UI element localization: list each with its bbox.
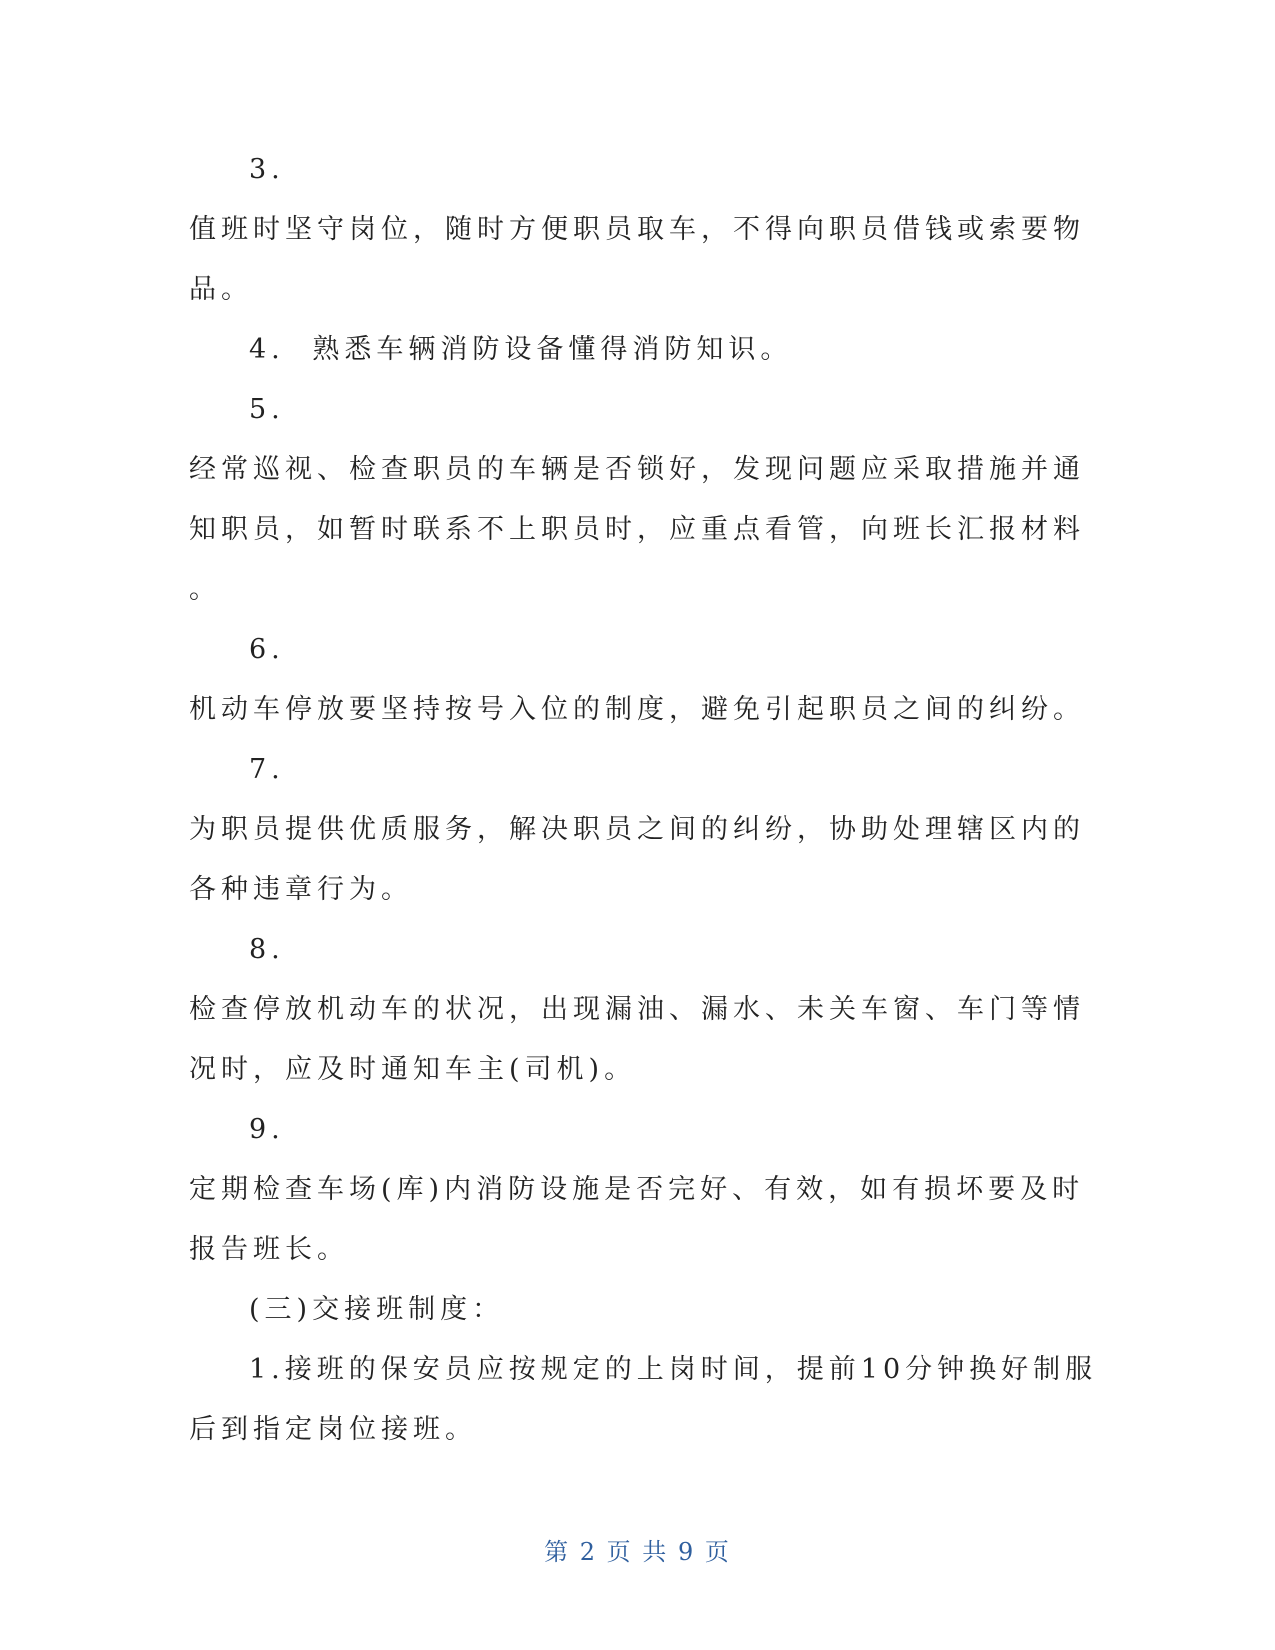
item-6-line-1: 机动车停放要坚持按号入位的制度，避免引起职员之间的纠纷。 [189, 694, 1085, 725]
item-4-text: 熟悉车辆消防设备懂得消防知识。 [312, 334, 793, 365]
item-8-line-1: 检查停放机动车的状况，出现漏油、漏水、未关车窗、车门等情 [189, 994, 1085, 1025]
item-number-7: 7. [249, 754, 285, 785]
item-3-line-2: 品。 [189, 274, 253, 305]
item-5-line-2: 知职员，如暂时联系不上职员时，应重点看管，向班长汇报材料 [189, 514, 1085, 545]
item-9-line-1: 定期检查车场(库)内消防设施是否完好、有效，如有损坏要及时 [189, 1174, 1085, 1205]
document-body [189, 140, 1098, 1460]
item-3-line-1: 值班时坚守岗位，随时方便职员取车，不得向职员借钱或索要物 [189, 214, 1085, 245]
item-number-8: 8. [249, 934, 285, 965]
item-7-line-2: 各种违章行为。 [189, 874, 413, 905]
item-5-line-1: 经常巡视、检查职员的车辆是否锁好，发现问题应采取措施并通 [189, 454, 1085, 485]
page-footer: 第 2 页 共 9 页 [544, 1538, 731, 1566]
section-heading: (三)交接班制度： [249, 1294, 505, 1325]
item-8-line-2: 况时，应及时通知车主(司机)。 [189, 1054, 637, 1085]
item-number-4: 4. [249, 334, 285, 365]
section-item-1-line-1: 1.接班的保安员应按规定的上岗时间，提前10分钟换好制服 [249, 1354, 1098, 1385]
item-7-line-1: 为职员提供优质服务，解决职员之间的纠纷，协助处理辖区内的 [189, 814, 1085, 845]
item-number-3: 3. [249, 154, 285, 185]
item-5-line-3: 。 [189, 574, 221, 605]
item-number-9: 9. [249, 1114, 285, 1145]
item-9-line-2: 报告班长。 [189, 1234, 349, 1265]
item-number-6: 6. [249, 634, 285, 665]
item-number-5: 5. [249, 394, 285, 425]
item-4 [189, 320, 1069, 380]
section-item-1-line-2: 后到指定岗位接班。 [189, 1414, 477, 1445]
